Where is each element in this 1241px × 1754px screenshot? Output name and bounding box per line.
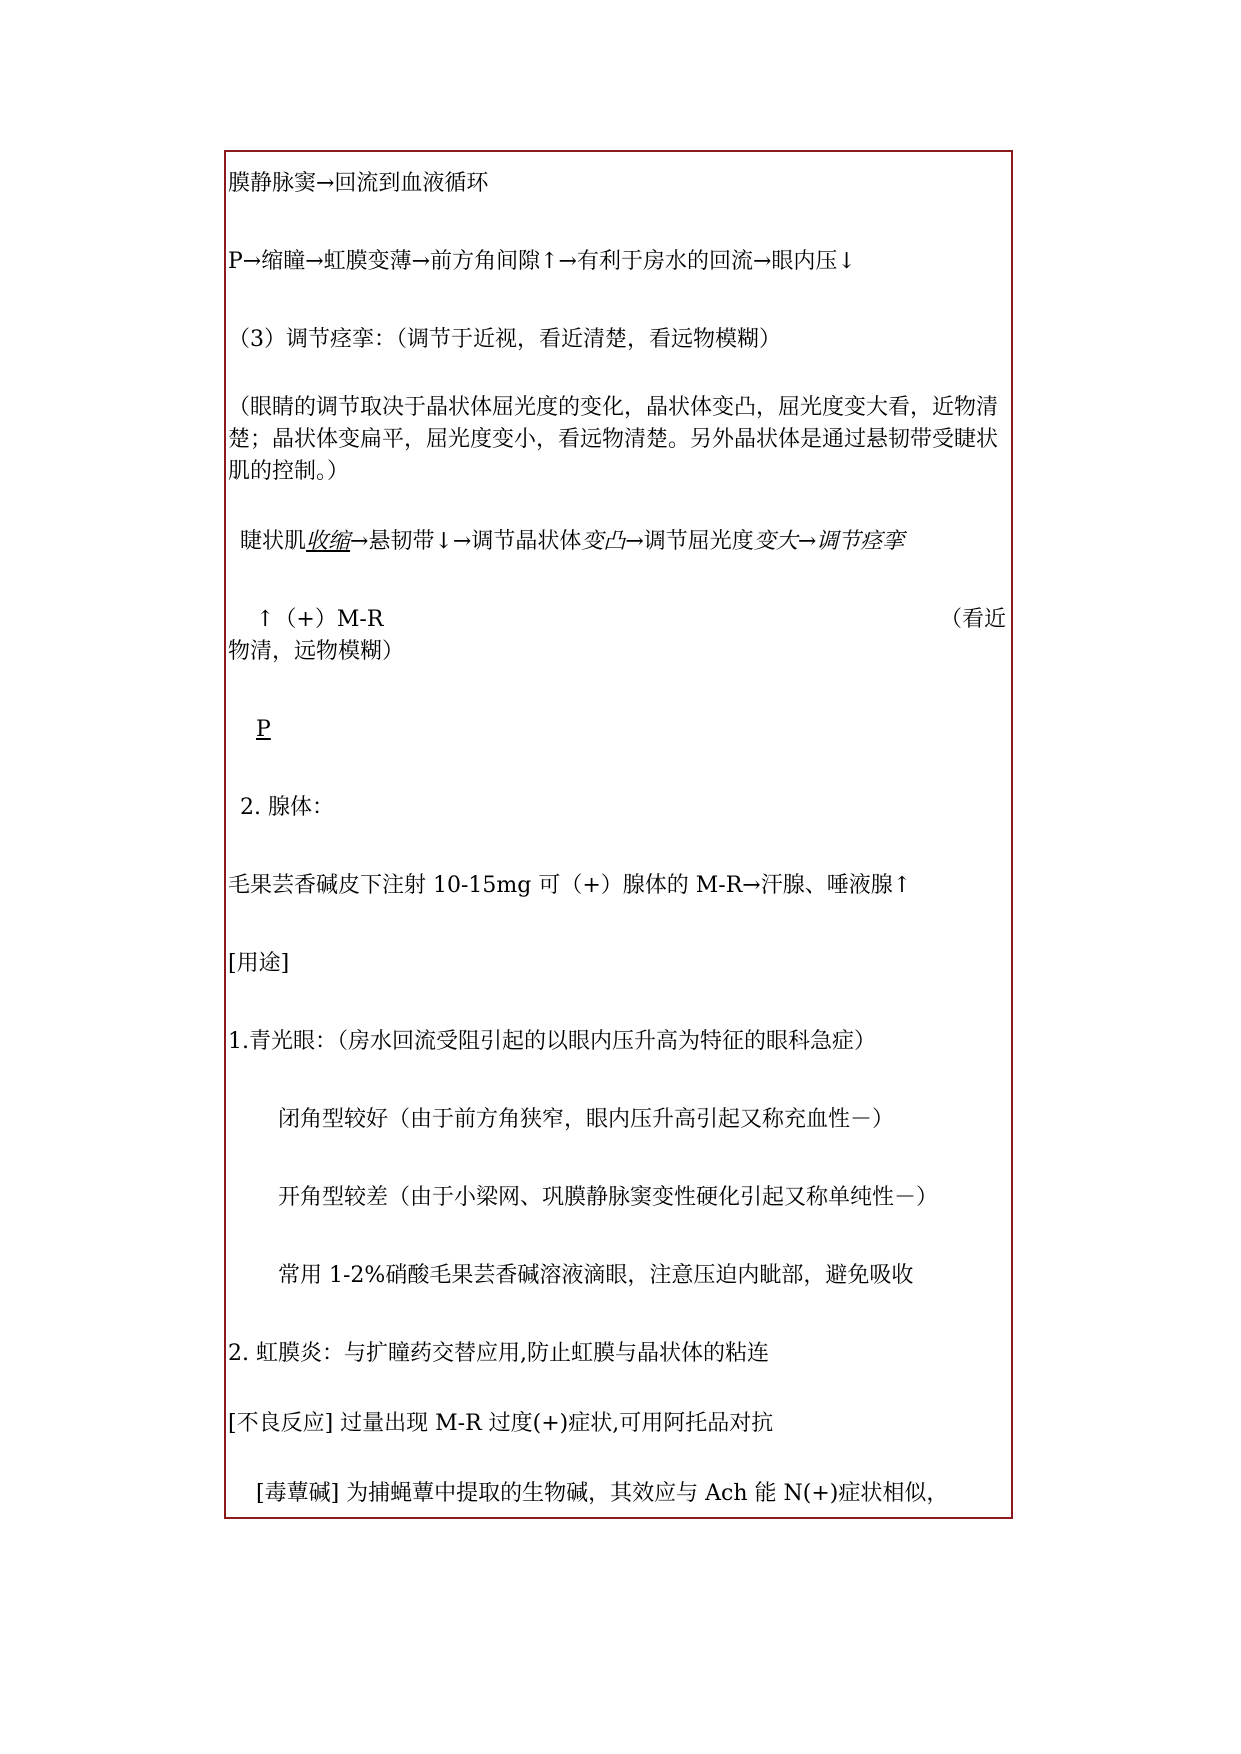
text-span-italic: 变凸 [581, 529, 626, 554]
text-span: ↑（+）M-R [256, 607, 384, 632]
text-span: 睫状肌 [240, 529, 307, 554]
text-line: 1.青光眼：（房水回流受阻引起的以眼内压升高为特征的眼科急症） [228, 1029, 876, 1054]
text-line-m-r [256, 604, 1006, 636]
text-line: 物清，远物模糊） [228, 639, 405, 664]
text-span: （看近 [939, 607, 1006, 632]
text-line: （3）调节痉挛：（调节于近视，看近清楚，看远物模糊） [228, 327, 781, 352]
text-line-ciliary-muscle [240, 526, 904, 558]
text-line: 毛果芸香碱皮下注射 10-15mg 可（+）腺体的 M-R→汗腺、唾液腺↑ [228, 873, 912, 898]
text-line: 闭角型较好（由于前方角狭窄，眼内压升高引起又称充血性－） [278, 1107, 895, 1132]
text-line: P→缩瞳→虹膜变薄→前方角间隙↑→有利于房水的回流→眼内压↓ [228, 249, 856, 274]
text-paragraph: （眼睛的调节取决于晶状体屈光度的变化，晶状体变凸，屈光度变大看，近物清楚；晶状体变扁平，屈光度变小，看远物清楚。另外晶状体是通过悬韧带受睫状肌的控制。） [228, 395, 999, 484]
text-line: 开角型较差（由于小梁网、巩膜静脉窦变性硬化引起又称单纯性－） [278, 1185, 939, 1210]
text-span: →悬韧带↓→调节晶状体 [350, 529, 582, 554]
text-line: [毒蕈碱] 为捕蝇蕈中提取的生物碱，其效应与 Ach 能 N(+)症状相似， [256, 1481, 949, 1506]
section-heading: [不良反应] 过量出现 M-R 过度(+)症状,可用阿托品对抗 [228, 1411, 774, 1436]
section-heading: 2. 腺体： [240, 795, 334, 820]
text-line: 2. 虹膜炎：与扩瞳药交替应用,防止虹膜与晶状体的粘连 [228, 1341, 769, 1366]
text-line: 常用 1-2%硝酸毛果芸香碱溶液滴眼，注意压迫内眦部，避免吸收 [278, 1263, 914, 1288]
text-line-p: P [256, 717, 271, 742]
section-heading: [用途] [228, 951, 290, 976]
text-span-italic: → [797, 529, 817, 554]
text-span-italic: 变大 [753, 529, 798, 554]
text-span: →调节屈光度 [625, 529, 754, 554]
document-frame [224, 150, 1013, 1519]
text-line: 膜静脉窦→回流到血液循环 [228, 171, 489, 196]
text-span-italic: 调节痉挛 [816, 529, 905, 554]
text-span-underlined: 收缩 [306, 529, 351, 554]
